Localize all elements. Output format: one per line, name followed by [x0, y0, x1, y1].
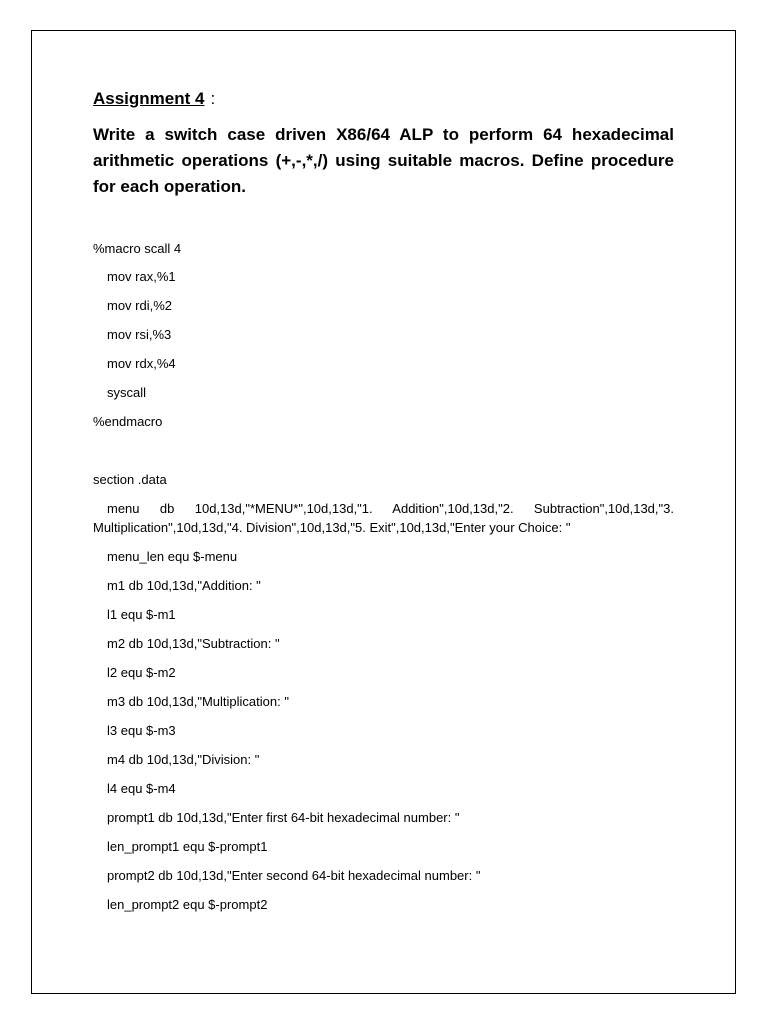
- code-m4: m4 db 10d,13d,"Division: ": [107, 752, 260, 767]
- code-prompt2: prompt2 db 10d,13d,"Enter second 64-bit hexadecimal number: ": [107, 868, 481, 883]
- code-macro-start: %macro scall 4: [93, 241, 182, 256]
- assignment-title: Assignment 4: [93, 89, 205, 108]
- code-mov-rsi: mov rsi,%3: [107, 327, 172, 342]
- code-prompt1: prompt1 db 10d,13d,"Enter first 64-bit hexadecimal number: ": [107, 810, 460, 825]
- code-menu-db: menu db 10d,13d,"*MENU*",10d,13d,"1. Addition",10d,13d,"2. Subtraction",10d,13d,"3. Multiplication",10d,13d,"4. Division",10d,13d,"5. Exit",10d,13d,"Enter your Choice: ": [93, 501, 674, 535]
- code-macro-end: %endmacro: [93, 414, 163, 429]
- code-syscall: syscall: [107, 385, 147, 400]
- code-mov-rax: mov rax,%1: [107, 269, 176, 284]
- code-m2: m2 db 10d,13d,"Subtraction: ": [107, 636, 280, 651]
- code-l2: l2 equ $-m2: [107, 665, 176, 680]
- code-mov-rdi: mov rdi,%2: [107, 298, 173, 313]
- code-section-data: section .data: [93, 472, 167, 487]
- code-m3: m3 db 10d,13d,"Multiplication: ": [107, 694, 289, 709]
- assignment-heading: [93, 88, 215, 110]
- code-l1: l1 equ $-m1: [107, 607, 176, 622]
- code-l3: l3 equ $-m3: [107, 723, 176, 738]
- code-menu-len: menu_len equ $-menu: [107, 549, 238, 564]
- code-l4: l4 equ $-m4: [107, 781, 176, 796]
- code-len-prompt1: len_prompt1 equ $-prompt1: [107, 839, 268, 854]
- heading-colon: :: [210, 89, 216, 108]
- code-len-prompt2: len_prompt2 equ $-prompt2: [107, 897, 268, 912]
- code-m1: m1 db 10d,13d,"Addition: ": [107, 578, 261, 593]
- task-description: Write a switch case driven X86/64 ALP to perform 64 hexadecimal arithmetic operations (+,-,*,/) using suitable macros. Define procedure for each operation.: [93, 125, 674, 196]
- code-mov-rdx: mov rdx,%4: [107, 356, 176, 371]
